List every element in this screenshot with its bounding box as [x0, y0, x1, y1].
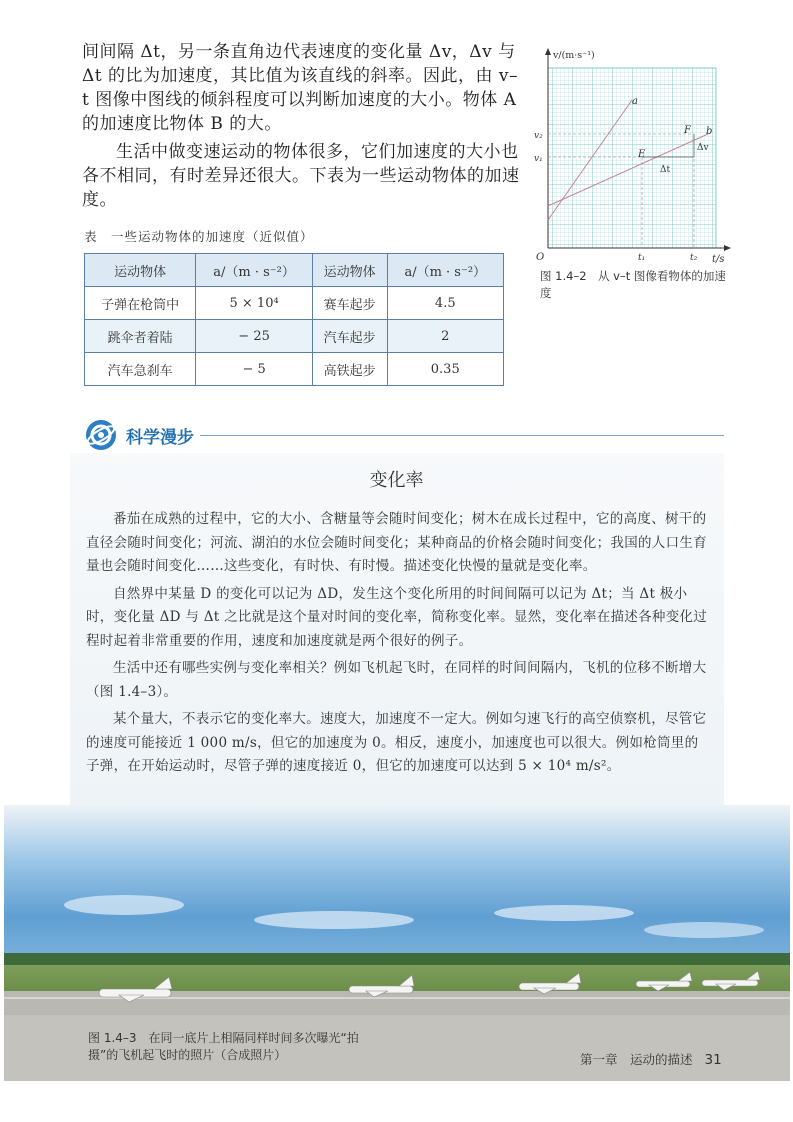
- table-cell: 4.5: [387, 287, 503, 320]
- table-cell: 汽车起步: [312, 320, 387, 353]
- origin-label: O: [536, 252, 545, 263]
- science-paragraph-4: 某个量大，不表示它的变化率大。速度大，加速度不一定大。例如匀速飞行的高空侦察机，尽管它的速度可能接近 1 000 m/s，但它的加速度为 0。相反，速度小，加速度也可以很大。例如枪筒里的子弹，在开始运动时，尽管子弹的速度接近 0，但它的加速度可以达到 5 × 10⁴ m/s²。: [86, 711, 707, 774]
- y-axis-arrow: [545, 48, 551, 55]
- t2-label: t₂: [690, 253, 698, 263]
- table-cell: 汽车急刹车: [85, 353, 196, 386]
- page-footer: [580, 1050, 722, 1068]
- table-cell: 跳伞者着陆: [85, 320, 196, 353]
- table-cell: − 5: [196, 353, 312, 386]
- header-accel-1: a/（m · s⁻²）: [196, 254, 312, 287]
- science-walk-icon: [84, 418, 118, 452]
- x-axis-arrow: [724, 245, 731, 251]
- vt-figure-caption: 图 1.4–2 从 v–t 图像看物体的加速度: [540, 269, 726, 300]
- cloud: [64, 895, 184, 915]
- vt-graph: [532, 44, 732, 304]
- table-cell: − 25: [196, 320, 312, 353]
- y-axis-label: v/(m·s⁻¹): [553, 50, 595, 61]
- photo-caption: 图 1.4–3 在同一底片上相隔同样时间多次曝光“拍摄”的飞机起飞时的照片（合成照片）: [88, 1031, 359, 1062]
- science-title: 变化率: [369, 470, 424, 491]
- cloud: [254, 911, 414, 929]
- table-cell: 5 × 10⁴: [196, 287, 312, 320]
- delta-t-label: Δt: [660, 165, 671, 175]
- science-paragraph-3: 生活中还有哪些实例与变化率相关？例如飞机起飞时，在同样的时间间隔内，飞机的位移不断增大（图 1.4–3）。: [86, 660, 707, 700]
- v2-label: v₂: [534, 131, 543, 141]
- section-divider: [200, 435, 724, 436]
- line-b-label: b: [706, 126, 713, 137]
- header-object-1: 运动物体: [85, 254, 196, 287]
- graph-grid: [548, 68, 716, 248]
- chapter-title: 第一章 运动的描述: [580, 1052, 693, 1067]
- science-paragraph-1: 番茄在成熟的过程中，它的大小、含糖量等会随时间变化；树木在成长过程中，它的高度、树干的直径会随时间变化；河流、湖泊的水位会随时间变化；某种商品的价格会随时间变化；我国的人口生育量也会随时间变化……这些变化，有时快、有时慢。描述变化快慢的量就是变化率。: [86, 511, 707, 574]
- science-paragraph-2: 自然界中某量 D 的变化可以记为 ΔD，发生这个变化所用的时间间隔可以记为 Δt；当 Δt 极小时，变化量 ΔD 与 Δt 之比就是这个量对时间的变化率，简称变化率。显然，变化率在描述各种变化过程时起着非常重要的作用，速度和加速度就是两个很好的例子。: [86, 585, 708, 649]
- sky: [4, 805, 790, 965]
- table-cell: 赛车起步: [312, 287, 387, 320]
- table-title: 表 一些运动物体的加速度（近似值）: [84, 229, 314, 244]
- science-walk-label: 科学漫步: [126, 428, 194, 448]
- acceleration-table: [84, 253, 504, 386]
- header-accel-2: a/（m · s⁻²）: [387, 254, 503, 287]
- cloud: [644, 922, 764, 938]
- table-cell: 2: [387, 320, 503, 353]
- t1-label: t₁: [638, 253, 646, 263]
- table-cell: 0.35: [387, 353, 503, 386]
- line-a-label: a: [632, 96, 638, 107]
- page-number: 31: [704, 1052, 722, 1068]
- table-row: [85, 353, 504, 386]
- delta-v-label: Δv: [697, 143, 709, 153]
- point-f-label: F: [684, 125, 691, 136]
- header-object-2: 运动物体: [312, 254, 387, 287]
- table-header-row: [85, 254, 504, 287]
- table-row: [85, 320, 504, 353]
- intro-paragraph-2: 生活中做变速运动的物体很多，它们加速度的大小也各不相同，有时差异还很大。下表为一些运动物体的加速度。: [82, 142, 520, 210]
- table-cell: 子弹在枪筒中: [85, 287, 196, 320]
- cloud: [494, 905, 634, 921]
- point-e-label: E: [638, 149, 646, 160]
- x-axis-label: t/s: [712, 254, 725, 265]
- v1-label: v₁: [534, 154, 543, 164]
- table-row: [85, 287, 504, 320]
- table-cell: 高铁起步: [312, 353, 387, 386]
- tree-line: [4, 953, 790, 967]
- science-body: [86, 508, 712, 783]
- intro-paragraph-1: 间间隔 Δt，另一条直角边代表速度的变化量 Δv，Δv 与 Δt 的比为加速度，其比值为该直线的斜率。因此，由 v–t 图像中图线的倾斜程度可以判断加速度的大小。物体 A 的加速度比物体 B 的大。: [82, 42, 519, 134]
- intro-text: [82, 40, 522, 212]
